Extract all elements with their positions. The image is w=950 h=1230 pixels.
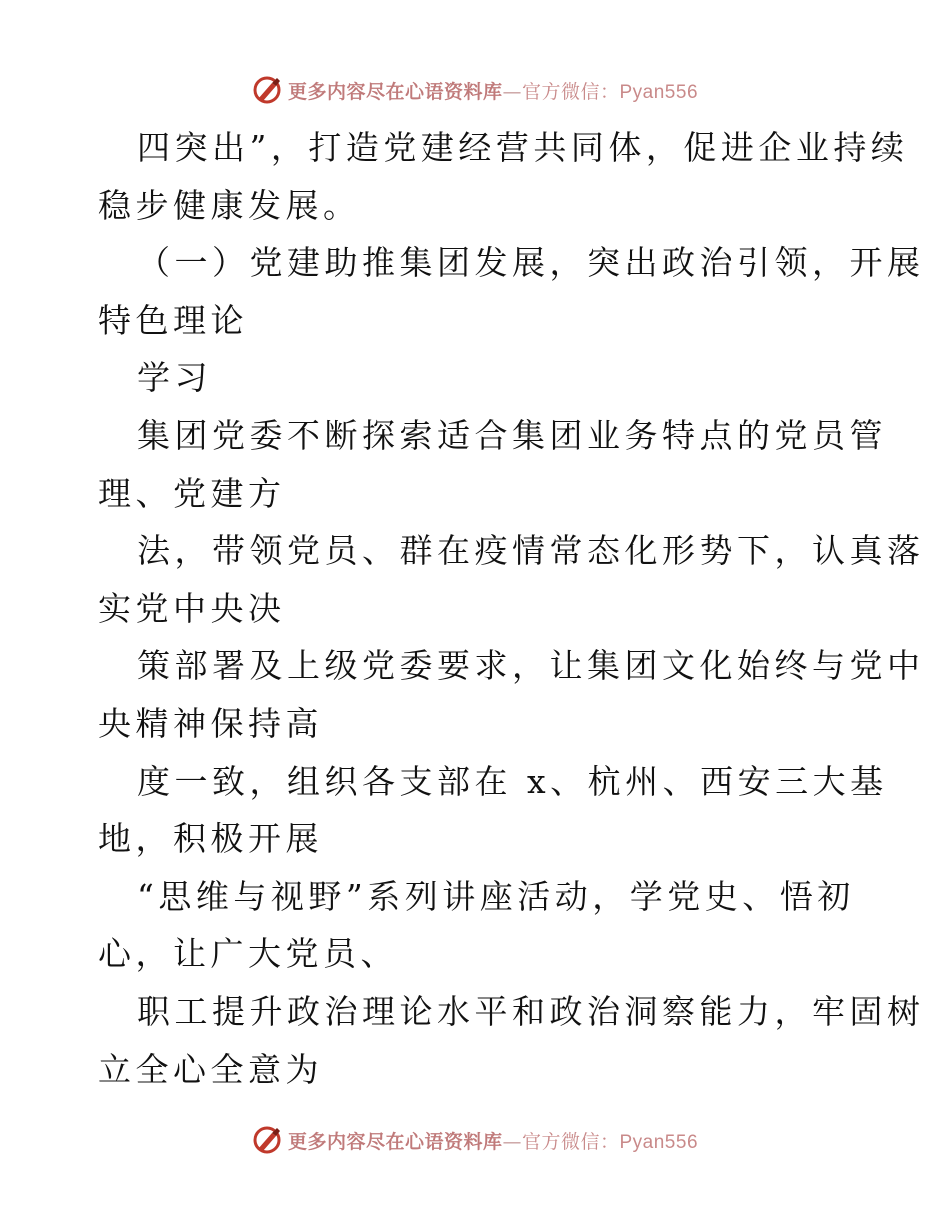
header-banner-text [288,77,698,104]
body-line: 立全心全意为 [98,1050,323,1089]
body-line: 特色理论 [98,301,248,340]
header-contact-label: 官方微信： [521,80,620,103]
header-title: 更多内容尽在心语资料库 [287,80,503,103]
body-line: 心，让广大党员、 [98,934,398,973]
body-line: 四突出”，打造党建经营共同体，促进企业持续 [137,128,909,167]
body-line: 理、党建方 [98,474,286,513]
body-line: 学习 [137,358,212,397]
footer-banner-text [288,1127,698,1154]
footer-title: 更多内容尽在心语资料库 [287,1130,503,1153]
footer-contact-id: Pyan556 [619,1131,699,1153]
pen-logo-icon [252,75,282,105]
pen-logo-icon [252,1125,282,1155]
body-line: 法，带领党员、群在疫情常态化形势下，认真落 [137,531,925,570]
body-line: 度一致，组织各支部在 x、杭州、西安三大基 [137,762,888,801]
header-watermark [0,70,950,110]
body-line: 集团党委不断探索适合集团业务特点的党员管 [137,416,887,455]
body-line: 稳步健康发展。 [98,186,361,225]
body-line: “思维与视野”系列讲座活动，学党史、悟初 [137,877,855,916]
section-heading: （一）党建助推集团发展，突出政治引领，开展 [137,243,925,282]
body-line: 职工提升政治理论水平和政治洞察能力，牢固树 [137,992,925,1031]
header-contact-id: Pyan556 [619,81,699,103]
body-line: 实党中央决 [98,589,286,628]
header-separator: — [502,80,522,103]
body-line: 央精神保持高 [98,704,323,743]
footer-contact-label: 官方微信： [521,1130,620,1153]
body-line: 策部署及上级党委要求，让集团文化始终与党中 [137,646,925,685]
footer-separator: — [502,1130,522,1153]
footer-watermark [0,1120,950,1160]
body-line: 地，积极开展 [98,819,323,858]
